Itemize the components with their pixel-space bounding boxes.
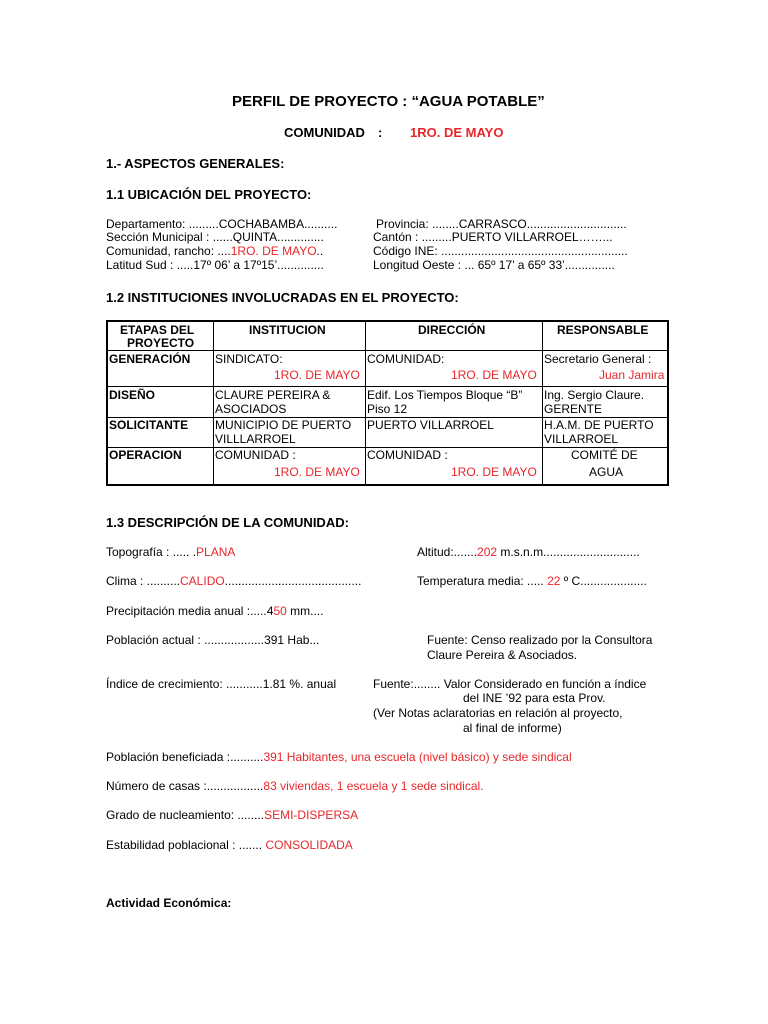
- seccion-value: QUINTA..............: [232, 230, 324, 244]
- table-cell: COMUNIDAD :: [367, 448, 448, 462]
- numero-casas-value: 83 viviendas, 1 escuela y 1 sede sindical.: [263, 779, 484, 793]
- table-cell: GERENTE: [544, 402, 603, 416]
- altitud-suffix: m.s.n.m.............................: [497, 545, 640, 559]
- indice-fuente-3: (Ver Notas aclaratorias en relación al proyecto,: [373, 706, 623, 720]
- clima-label: Clima : ..........: [106, 574, 181, 588]
- clima-value: CALIDO: [180, 574, 225, 588]
- canton-label: Cantón : .........: [373, 230, 452, 244]
- estabilidad-value: CONSOLIDADA: [265, 838, 353, 852]
- table-cell: AGUA: [589, 465, 624, 479]
- table-cell: 1RO. DE MAYO: [274, 465, 360, 479]
- comunidad-value: 1RO. DE MAYO: [410, 125, 504, 140]
- poblacion-beneficiada-line: [106, 750, 572, 764]
- table-cell: Edif. Los Tiempos Bloque “B”: [367, 388, 523, 402]
- topografia-label: Topografía : ..... .: [106, 545, 197, 559]
- comunidad-rancho-line: [106, 245, 323, 258]
- table-cell: Ing. Sergio Claure.: [544, 388, 645, 402]
- instituciones-table: [106, 320, 669, 486]
- comunidad-sep: :: [378, 125, 383, 140]
- altitud-value: 202: [477, 545, 498, 559]
- temperatura-label: Temperatura media: .....: [417, 574, 548, 588]
- precipitacion-suffix: mm....: [286, 604, 324, 618]
- table-row-etapa: DISEÑO: [109, 388, 156, 402]
- poblacion-beneficiada-value: 391 Habitantes, una escuela (nivel básico) y sede sindical: [263, 750, 572, 764]
- latitud-line: Latitud Sud : .....17º 06’ a 17º15’..............: [106, 258, 324, 272]
- table-cell: VILLLARROEL: [215, 432, 296, 446]
- poblacion-beneficiada-label: Población beneficiada :..........: [106, 750, 264, 764]
- clima-suffix: .........................................: [224, 574, 362, 588]
- table-cell: Secretario General :: [544, 352, 652, 366]
- provincia-value: CARRASCO..............................: [458, 217, 627, 231]
- topografia-value: PLANA: [196, 545, 236, 559]
- header-institucion: INSTITUCION: [249, 323, 326, 337]
- table-cell: H.A.M. DE PUERTO: [544, 418, 654, 432]
- section-1-1-heading: 1.1 UBICACIÓN DEL PROYECTO:: [106, 187, 312, 202]
- provincia-label: Provincia: ........: [376, 217, 459, 231]
- poblacion-fuente-1: Fuente: Censo realizado por la Consultora: [427, 633, 653, 647]
- header-proyecto: PROYECTO: [127, 336, 195, 350]
- precipitacion-value: 50: [273, 604, 287, 618]
- topografia-line: [106, 545, 235, 559]
- section-1-heading: 1.- ASPECTOS GENERALES:: [106, 156, 285, 171]
- clima-line: [106, 574, 361, 588]
- indice-fuente-1: Fuente:........ Valor Considerado en función a índice: [373, 677, 647, 691]
- section-1-3-heading: 1.3 DESCRIPCIÓN DE LA COMUNIDAD:: [106, 515, 349, 530]
- estabilidad-label: Estabilidad poblacional : .......: [106, 838, 266, 852]
- altitud-line: [417, 545, 640, 559]
- header-responsable: RESPONSABLE: [557, 323, 649, 337]
- poblacion-fuente-2: Claure Pereira & Asociados.: [427, 648, 578, 662]
- precipitacion-line: [106, 604, 323, 618]
- table-cell: MUNICIPIO DE PUERTO: [215, 418, 352, 432]
- temperatura-value: 22: [547, 574, 561, 588]
- seccion-line: [106, 231, 324, 244]
- table-row-etapa: SOLICITANTE: [109, 418, 189, 432]
- canton-line: [373, 231, 613, 244]
- seccion-label: Sección Municipal : ......: [106, 230, 233, 244]
- comunidad-rancho-label: Comunidad, rancho: ....: [106, 244, 231, 258]
- altitud-label: Altitud:.......: [417, 545, 478, 559]
- departamento-value: COCHABAMBA..........: [218, 217, 338, 231]
- table-cell: SINDICATO:: [215, 352, 283, 366]
- temperatura-line: [417, 574, 647, 588]
- table-cell: CLAURE PEREIRA &: [215, 388, 331, 402]
- departamento-label: Departamento: .........: [106, 217, 219, 231]
- header-direccion: DIRECCIÓN: [418, 323, 486, 337]
- grado-nucleamiento-label: Grado de nucleamiento: ........: [106, 808, 265, 822]
- table-cell: VILLARROEL: [544, 432, 619, 446]
- section-1-2-heading: 1.2 INSTITUCIONES INVOLUCRADAS EN EL PROYECTO:: [106, 290, 459, 305]
- header-etapas: ETAPAS DEL: [120, 323, 195, 337]
- numero-casas-line: [106, 779, 484, 793]
- table-cell: ASOCIADOS: [215, 402, 287, 416]
- table-cell: Piso 12: [367, 402, 408, 416]
- canton-value: PUERTO VILLARROEL……...: [451, 230, 613, 244]
- table-cell: 1RO. DE MAYO: [274, 368, 360, 382]
- precipitacion-label: Precipitación media anual :.....4: [106, 604, 274, 618]
- comunidad-rancho-suffix: ..: [316, 244, 324, 258]
- table-cell: COMITÉ DE: [571, 448, 638, 462]
- grado-nucleamiento-value: SEMI-DISPERSA: [264, 808, 359, 822]
- comunidad-rancho-value: 1RO. DE MAYO: [230, 244, 317, 258]
- table-row-etapa: OPERACION: [109, 448, 182, 462]
- table-cell: Juan Jamira: [599, 368, 665, 382]
- poblacion-actual: Población actual : ..................391 Hab...: [106, 633, 320, 647]
- comunidad-label: COMUNIDAD: [284, 125, 365, 140]
- table-cell: COMUNIDAD :: [215, 448, 296, 462]
- temperatura-suffix: º C....................: [560, 574, 647, 588]
- table-cell: 1RO. DE MAYO: [451, 465, 537, 479]
- table-cell: PUERTO VILLARROEL: [367, 418, 494, 432]
- indice-crecimiento: Índice de crecimiento: ...........1.81 %. anual: [106, 677, 337, 691]
- page-title: PERFIL DE PROYECTO : “AGUA POTABLE”: [232, 93, 545, 110]
- estabilidad-line: [106, 838, 353, 852]
- table-row-etapa: GENERACIÓN: [109, 352, 191, 366]
- indice-fuente-2: del INE ’92 para esta Prov.: [463, 691, 606, 705]
- grado-nucleamiento-line: [106, 808, 358, 822]
- codigo-ine-line: Código INE: ........................................................: [373, 244, 628, 258]
- indice-fuente-4: al final de informe): [463, 721, 562, 735]
- table-cell: COMUNIDAD:: [367, 352, 445, 366]
- actividad-economica-heading: Actividad Económica:: [106, 896, 232, 910]
- longitud-line: Longitud Oeste : ... 65º 17’ a 65º 33’...............: [373, 258, 615, 272]
- table-cell: 1RO. DE MAYO: [451, 368, 537, 382]
- numero-casas-label: Número de casas :.................: [106, 779, 264, 793]
